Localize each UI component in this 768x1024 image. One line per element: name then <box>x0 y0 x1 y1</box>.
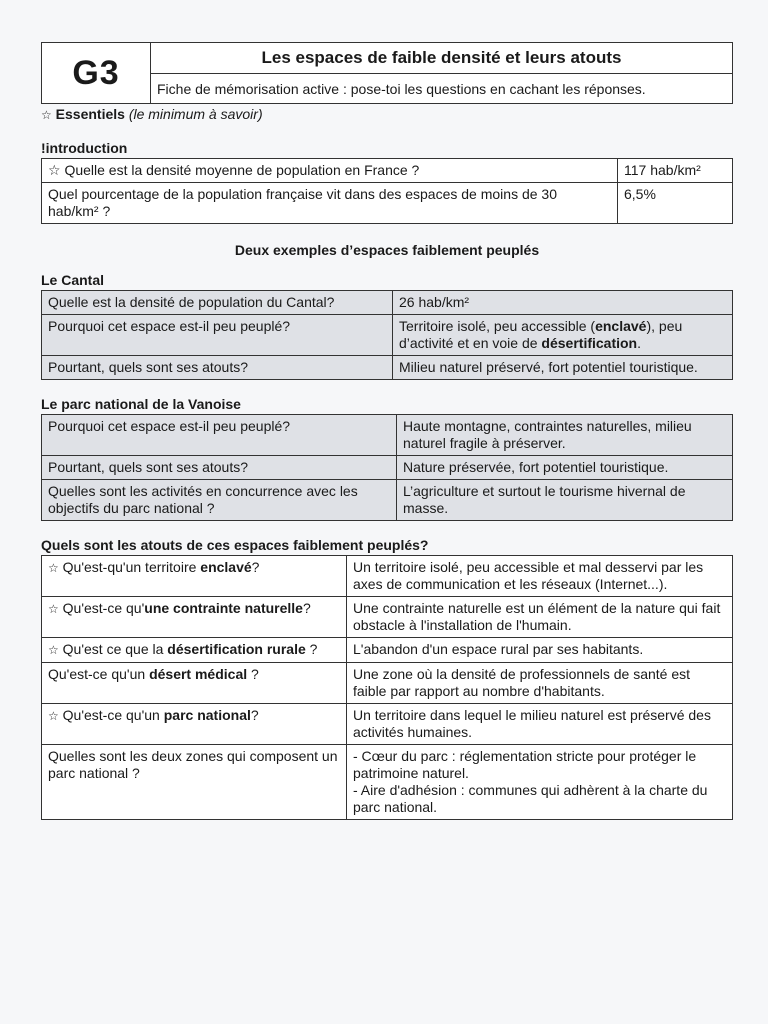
question-cell <box>42 556 347 597</box>
table-row <box>42 480 733 521</box>
answer-cell: Un territoire dans lequel le milieu naturel est préservé des activités humaines. <box>347 704 733 745</box>
answer-keyword: désertification <box>541 335 638 351</box>
star-icon: ☆ <box>48 602 59 616</box>
answer-line: - Aire d'adhésion : communes qui adhèrent à la charte du parc national. <box>353 782 708 815</box>
question-text: ? <box>250 707 259 723</box>
examples-title: Deux exemples d’espaces faiblement peuplés <box>234 242 540 258</box>
answer-cell: 117 hab/km² <box>618 159 733 183</box>
question-cell: Pourquoi cet espace est-il peu peuplé? <box>42 315 393 356</box>
question-text: ? <box>302 600 311 616</box>
table-row <box>42 356 733 380</box>
question-text: ? <box>247 666 259 682</box>
question-cell: Pourquoi cet espace est-il peu peuplé? <box>42 415 397 456</box>
question-text: ? <box>251 559 260 575</box>
answer-cell <box>393 315 733 356</box>
answer-cell: Nature préservée, fort potentiel touristique. <box>397 456 733 480</box>
question-keyword: parc national <box>163 707 251 723</box>
table-row <box>42 638 733 663</box>
header-box <box>41 42 733 104</box>
question-text: ? <box>305 641 318 657</box>
question-keyword: une contrainte naturelle <box>144 600 303 616</box>
answer-text: Territoire isolé, peu accessible ( <box>399 318 596 334</box>
answer-cell: Haute montagne, contraintes naturelles, milieu naturel fragile à préserver. <box>397 415 733 456</box>
table-row <box>42 745 733 820</box>
question-text: Qu'est-ce qu'un <box>48 666 150 682</box>
table-row <box>42 704 733 745</box>
vanoise-table <box>41 414 733 521</box>
cantal-table <box>41 290 733 380</box>
table-row <box>42 597 733 638</box>
answer-cell: 6,5% <box>618 183 733 224</box>
answer-text: . <box>637 335 642 351</box>
answer-cell: L'abandon d'un espace rural par ses habitants. <box>347 638 733 663</box>
page-title: Les espaces de faible densité et leurs atouts <box>151 43 732 74</box>
atouts-title: Quels sont les atouts de ces espaces faiblement peuplés? <box>41 537 429 553</box>
answer-cell: Une contrainte naturelle est un élément de la nature qui fait obstacle à l'installation de l'humain. <box>347 597 733 638</box>
answer-line: - Cœur du parc : réglementation stricte pour protéger le patrimoine naturel. <box>353 748 697 781</box>
question-cell: Quelles sont les deux zones qui composent un parc national ? <box>42 745 347 820</box>
answer-text: ), peu d’activité et en voie de <box>399 318 683 351</box>
question-cell: Quelle est la densité de population du Cantal? <box>42 291 393 315</box>
question-keyword: désertification rurale <box>167 641 306 657</box>
intro-title: !introduction <box>41 140 128 156</box>
question-cell <box>42 638 347 663</box>
answer-keyword: enclavé <box>595 318 647 334</box>
vanoise-title: Le parc national de la Vanoise <box>41 396 241 412</box>
essentiels-note: (le minimum à savoir) <box>128 106 263 122</box>
answer-cell: Milieu naturel préservé, fort potentiel touristique. <box>393 356 733 380</box>
chapter-code: G3 <box>42 43 151 103</box>
intro-table <box>41 158 733 224</box>
table-row <box>42 663 733 704</box>
question-keyword: désert médical <box>149 666 248 682</box>
question-cell <box>42 704 347 745</box>
answer-cell: L’agriculture et surtout le tourisme hivernal de masse. <box>397 480 733 521</box>
answer-cell <box>347 745 733 820</box>
table-row <box>42 159 733 183</box>
question-text: Qu'est-qu'un territoire <box>62 559 201 575</box>
table-row <box>42 556 733 597</box>
question-text: Qu'est-ce qu' <box>62 600 145 616</box>
question-cell: Quelles sont les activités en concurrence avec les objectifs du parc national ? <box>42 480 397 521</box>
question-cell: ☆ Quelle est la densité moyenne de population en France ? <box>42 159 618 183</box>
question-cell: Pourtant, quels sont ses atouts? <box>42 356 393 380</box>
answer-cell: Un territoire isolé, peu accessible et mal desservi par les axes de communication et les réseaux (Internet...). <box>347 556 733 597</box>
question-text: Qu'est ce que la <box>62 641 168 657</box>
atouts-table <box>41 555 733 820</box>
question-cell <box>42 663 347 704</box>
table-row <box>42 415 733 456</box>
cantal-title: Le Cantal <box>41 272 105 288</box>
page-subtitle: Fiche de mémorisation active : pose-toi les questions en cachant les réponses. <box>157 80 646 97</box>
question-cell: Pourtant, quels sont ses atouts? <box>42 456 397 480</box>
table-row <box>42 456 733 480</box>
question-cell <box>42 597 347 638</box>
question-cell: Quel pourcentage de la population française vit dans des espaces de moins de 30 hab/km² ? <box>42 183 618 224</box>
essentiels-label: Essentiels <box>55 106 125 122</box>
question-text: Qu'est-ce qu'un <box>62 707 164 723</box>
star-icon: ☆ <box>41 108 52 122</box>
table-row <box>42 315 733 356</box>
star-icon: ☆ <box>48 709 59 723</box>
essentiels-legend <box>41 106 733 126</box>
answer-cell: 26 hab/km² <box>393 291 733 315</box>
document-page <box>41 42 733 820</box>
question-keyword: enclavé <box>200 559 252 575</box>
answer-cell: Une zone où la densité de professionnels de santé est faible par rapport au nombre d'habitants. <box>347 663 733 704</box>
table-row <box>42 291 733 315</box>
table-row <box>42 183 733 224</box>
star-icon: ☆ <box>48 561 59 575</box>
star-icon: ☆ <box>48 643 59 657</box>
